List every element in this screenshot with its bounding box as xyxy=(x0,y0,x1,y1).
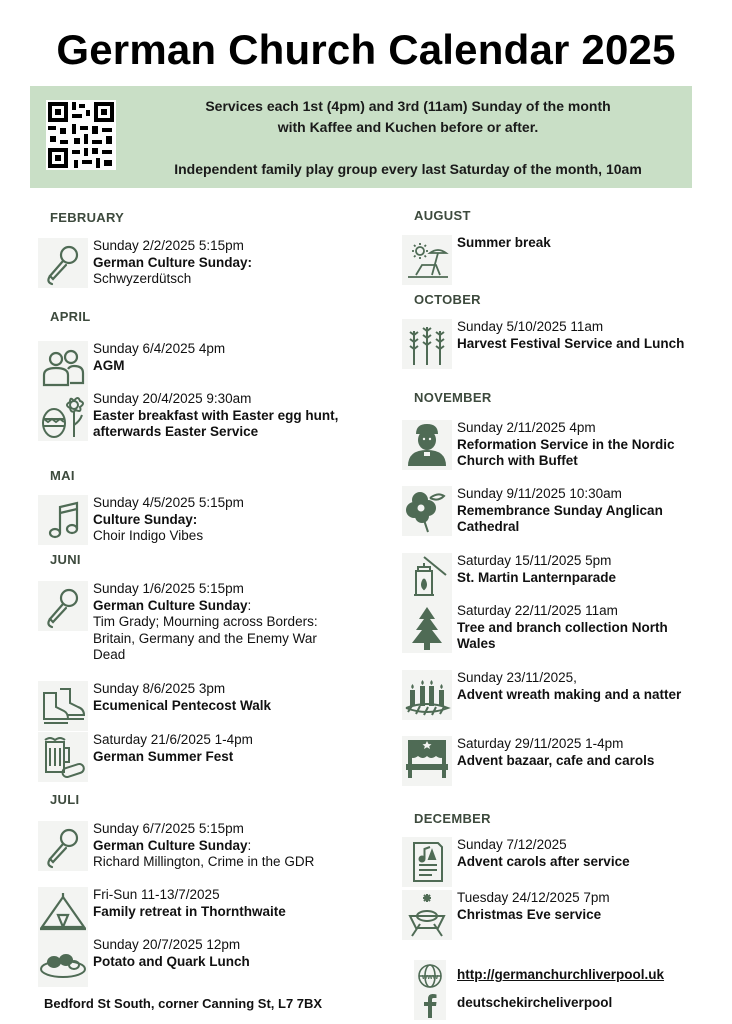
microphone-icon xyxy=(38,581,88,631)
event-detail: Tim Grady; Mourning across Borders: Britain, Germany and the Enemy War Dead xyxy=(93,614,318,662)
info-banner xyxy=(30,86,692,188)
facebook-handle[interactable]: deutschekircheliverpool xyxy=(457,995,613,1010)
event-title: Remembrance Sunday Anglican Cathedral xyxy=(457,502,663,534)
boots-icon xyxy=(38,681,88,731)
month-heading: APRIL xyxy=(50,309,91,324)
event-title: Family retreat in Thornthwaite xyxy=(93,903,286,919)
event-detail: Schwyzerdütsch xyxy=(93,271,192,286)
facebook-icon[interactable] xyxy=(414,988,446,1020)
event-date: Sunday 4/5/2025 5:15pm xyxy=(93,495,244,510)
event-date: Sunday 20/7/2025 12pm xyxy=(93,937,241,952)
svg-text:www: www xyxy=(421,974,439,981)
event-date: Sunday 23/11/2025, xyxy=(457,670,577,685)
poppy-icon xyxy=(402,486,452,536)
month-heading: JULI xyxy=(50,792,80,807)
event-title: Easter breakfast with Easter egg hunt, afterwards Easter Service xyxy=(93,407,339,439)
music-note-icon xyxy=(38,495,88,545)
event-date: Saturday 21/6/2025 1-4pm xyxy=(93,732,253,747)
advent-wreath-icon xyxy=(402,670,452,720)
month-heading: AUGUST xyxy=(414,208,471,223)
event-date: Saturday 15/11/2025 5pm xyxy=(457,553,612,568)
potato-plate-icon xyxy=(38,937,88,987)
church-address: Bedford St South, corner Canning St, L7 7BX xyxy=(44,996,323,1011)
banner-line: Services each 1st (4pm) and 3rd (11am) Sunday of the month xyxy=(205,98,611,114)
event-date: Sunday 1/6/2025 5:15pm xyxy=(93,581,244,596)
event-date: Sunday 9/11/2025 10:30am xyxy=(457,486,622,501)
event-date: Sunday 8/6/2025 3pm xyxy=(93,681,226,696)
event-date: Sunday 6/4/2025 4pm xyxy=(93,341,226,356)
banner-line: with Kaffee and Kuchen before or after. xyxy=(277,119,539,135)
luther-portrait-icon xyxy=(402,420,452,470)
tent-icon xyxy=(38,887,88,937)
month-heading: DECEMBER xyxy=(414,811,491,826)
event-title: German Culture Sunday xyxy=(93,597,248,613)
month-heading: FEBRUARY xyxy=(50,210,125,225)
month-heading: JUNI xyxy=(50,552,81,567)
month-heading: OCTOBER xyxy=(414,292,481,307)
beer-sausage-icon xyxy=(38,732,88,782)
event-title: Advent bazaar, cafe and carols xyxy=(457,752,655,768)
beach-chair-icon xyxy=(402,235,452,285)
month-heading: NOVEMBER xyxy=(414,390,492,405)
event-title: German Summer Fest xyxy=(93,748,234,764)
event-date: Sunday 20/4/2025 9:30am xyxy=(93,391,252,406)
event-detail: Choir Indigo Vibes xyxy=(93,528,204,543)
event-title: St. Martin Lanternparade xyxy=(457,569,617,585)
event-date: Saturday 22/11/2025 11am xyxy=(457,603,618,618)
event-title: Tree and branch collection North Wales xyxy=(457,619,668,651)
microphone-icon xyxy=(38,238,88,288)
event-date: Sunday 6/7/2025 5:15pm xyxy=(93,821,244,836)
event-title: German Culture Sunday xyxy=(93,837,248,853)
event-title: Culture Sunday: xyxy=(93,511,198,527)
event-title: Advent wreath making and a natter xyxy=(457,686,682,702)
website-link[interactable]: http://germanchurchliverpool.uk xyxy=(457,967,665,982)
fir-tree-icon xyxy=(402,603,452,653)
event-title-suffix: : xyxy=(247,837,252,853)
lantern-icon xyxy=(402,553,452,603)
event-title: Harvest Festival Service and Lunch xyxy=(457,335,685,351)
easter-egg-flower-icon xyxy=(38,391,88,441)
wheat-icon xyxy=(402,319,452,369)
event-title: Reformation Service in the Nordic Church with Buffet xyxy=(457,436,675,468)
event-detail: Richard Millington, Crime in the GDR xyxy=(93,854,315,869)
event-date: Sunday 5/10/2025 11am xyxy=(457,319,604,334)
banner-line: Independent family play group every last Saturday of the month, 10am xyxy=(174,161,642,177)
event-date: Sunday 2/2/2025 5:15pm xyxy=(93,238,244,253)
event-date: Sunday 2/11/2025 4pm xyxy=(457,420,596,435)
people-icon xyxy=(38,341,88,391)
event-title: Ecumenical Pentecost Walk xyxy=(93,697,272,713)
event-date: Sunday 7/12/2025 xyxy=(457,837,567,852)
page-title: German Church Calendar 2025 xyxy=(56,26,676,73)
event-title: AGM xyxy=(93,357,125,373)
microphone-icon xyxy=(38,821,88,871)
event-title-suffix: : xyxy=(247,597,252,613)
market-stall-icon xyxy=(402,736,452,786)
qr-code-icon[interactable] xyxy=(46,100,116,170)
carol-sheet-icon xyxy=(402,837,452,887)
event-title: German Culture Sunday: xyxy=(93,254,253,270)
event-date: Tuesday 24/12/2025 7pm xyxy=(457,890,610,905)
event-title: Summer break xyxy=(457,235,551,250)
month-heading: MAI xyxy=(50,468,75,483)
event-title: Christmas Eve service xyxy=(457,906,602,922)
manger-icon xyxy=(402,890,452,940)
event-title: Advent carols after service xyxy=(457,853,630,869)
event-date: Fri-Sun 11-13/7/2025 xyxy=(93,887,220,902)
event-date: Saturday 29/11/2025 1-4pm xyxy=(457,736,624,751)
event-title: Potato and Quark Lunch xyxy=(93,953,250,969)
